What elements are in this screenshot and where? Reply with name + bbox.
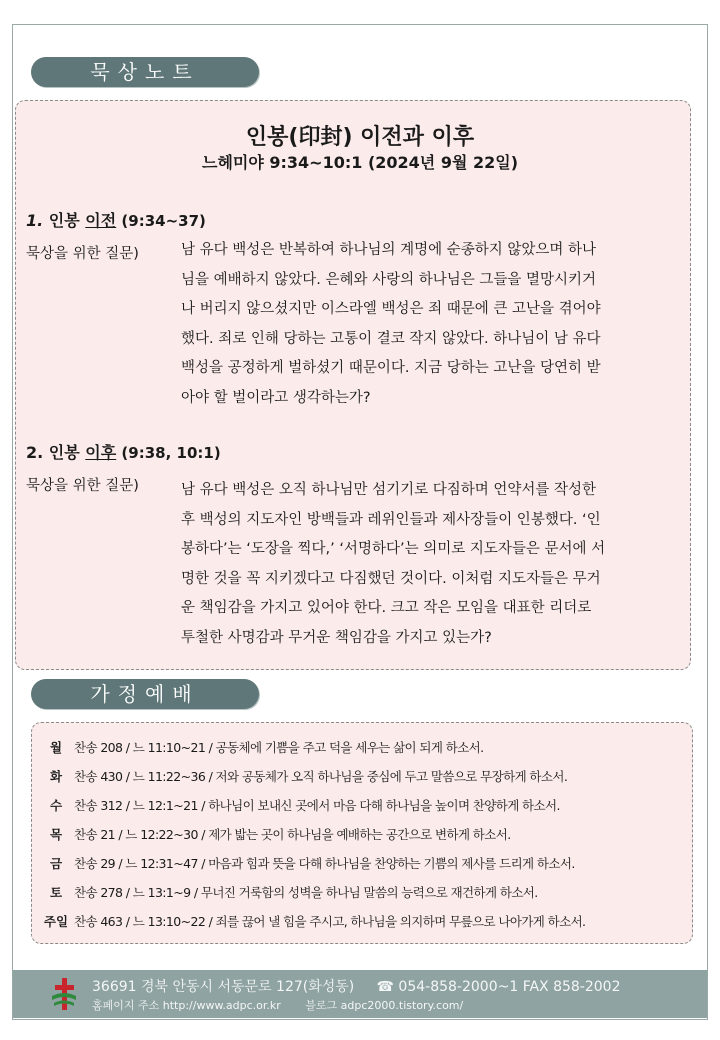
part1-paragraph [181,236,665,413]
part1-line: 남 유다 백성은 반복하여 하나님의 계명에 순종하지 않았으며 하나 [181,242,597,258]
part2-number: 2. [26,443,44,462]
part1-heading [26,208,206,231]
footer [13,970,707,1018]
worship-day: 토 [49,885,63,900]
worship-row-sun [38,912,585,930]
part2-ref: (9:38, 10:1) [116,444,221,462]
worship-text: 찬송 29 / 느 12:31~47 / 마음과 힘과 뜻을 다해 하나님을 찬양하는 기쁨의 제사를 드리게 하소서. [74,856,575,871]
part2-heading-text: 인봉 [48,443,86,462]
part1-question-label: 묵상을 위한 질문) [26,246,139,262]
worship-day: 금 [49,856,63,871]
part2-question-label: 묵상을 위한 질문) [26,478,139,494]
part1-ref: (9:34~37) [116,212,206,230]
part1-number: 1. [26,211,44,230]
meditation-section-header: 묵상노트 [31,57,259,87]
scripture-reference: 느헤미야 9:34~10:1 (2024년 9월 22일) [201,153,519,172]
part1-line: 백성을 공정하게 벌하셨기 때문이다. 지금 당하는 고난을 당연히 받 [181,360,601,376]
part2-heading-underlined: 이후 [85,443,117,462]
worship-text: 찬송 430 / 느 11:22~36 / 저와 공동체가 오직 하나님을 중심에 두고 말씀으로 무장하게 하소서. [74,769,568,784]
part2-line: 명한 것을 꼭 지키겠다고 다짐했던 것이다. 이처럼 지도자들은 무거 [181,570,601,587]
part2-line: 봉하다’는 ‘도장을 찍다,’ ‘서명하다’는 의미로 지도자들은 문서에 서 [181,541,606,557]
worship-day: 수 [49,798,63,813]
footer-phone: ☎ 054-858-2000~1 FAX 858-2002 [376,979,621,995]
worship-day: 목 [49,827,63,842]
worship-text: 찬송 21 / 느 12:22~30 / 제가 밟는 곳이 하나님을 예배하는 공간으로 변하게 하소서. [74,827,511,842]
footer-contact-line [92,976,621,996]
worship-text: 찬송 312 / 느 12:1~21 / 하나님이 보내신 곳에서 마음 다해 하나님을 높이며 찬양하게 하소서. [74,798,560,813]
worship-text: 찬송 278 / 느 13:1~9 / 무너진 거룩함의 성벽을 하나님 말씀의 능력으로 재건하게 하소서. [74,885,538,900]
footer-address: 36691 경북 안동시 서동문로 127(화성동) [92,979,355,995]
family-worship-section-header: 가정예배 [31,679,259,709]
part2-line: 투철한 사명감과 무거운 책임감을 가지고 있는가? [181,629,492,646]
footer-homepage-link[interactable]: 홈페이지 주소 http://www.adpc.or.kr [92,999,281,1012]
worship-row-tue [38,767,567,785]
part2-line: 남 유다 백성은 오직 하나님만 섬기기로 다짐하며 언약서를 작성한 [181,482,597,498]
footer-blog-link[interactable]: 블로그 adpc2000.tistory.com/ [305,999,464,1012]
worship-row-sat [38,883,538,901]
worship-row-thu [38,825,511,843]
worship-row-wed [38,796,560,814]
church-logo-icon [49,976,79,1012]
part1-line: 님을 예배하지 않았다. 은혜와 사랑의 하나님은 그들을 멸망시키거 [181,271,597,288]
part2-line: 후 백성의 지도자인 방백들과 레위인들과 제사장들이 인봉했다. ‘인 [181,511,601,528]
worship-day: 주일 [43,914,69,929]
worship-day: 월 [49,740,63,755]
worship-text: 찬송 463 / 느 13:10~22 / 죄를 끊어 낼 힘을 주시고, 하나님을 의지하며 무릎으로 나아가게 하소서. [74,914,586,929]
sermon-title: 인봉(印封) 이전과 이후 [245,125,475,150]
part2-paragraph [181,476,665,653]
part1-line: 했다. 죄로 인해 당하는 고통이 결코 작지 않았다. 하나님이 남 유다 [181,330,601,347]
part1-line: 아야 할 벌이라고 생각하는가? [181,389,371,406]
worship-text: 찬송 208 / 느 11:10~21 / 공동체에 기쁨을 주고 덕을 세우는 삶이 되게 하소서. [74,740,484,755]
footer-web-line [92,997,463,1013]
worship-row-mon [38,738,484,756]
part2-line: 운 책임감을 가지고 있어야 한다. 크고 작은 모임을 대표한 리더로 [181,600,592,616]
part1-line: 나 버리지 않으셨지만 이스라엘 백성은 죄 때문에 큰 고난을 겪어야 [181,301,601,317]
worship-row-fri [38,854,575,872]
worship-day: 화 [49,769,63,784]
part1-heading-underlined: 이전 [85,211,117,230]
part1-heading-text: 인봉 [48,211,86,230]
part2-heading [26,440,221,463]
